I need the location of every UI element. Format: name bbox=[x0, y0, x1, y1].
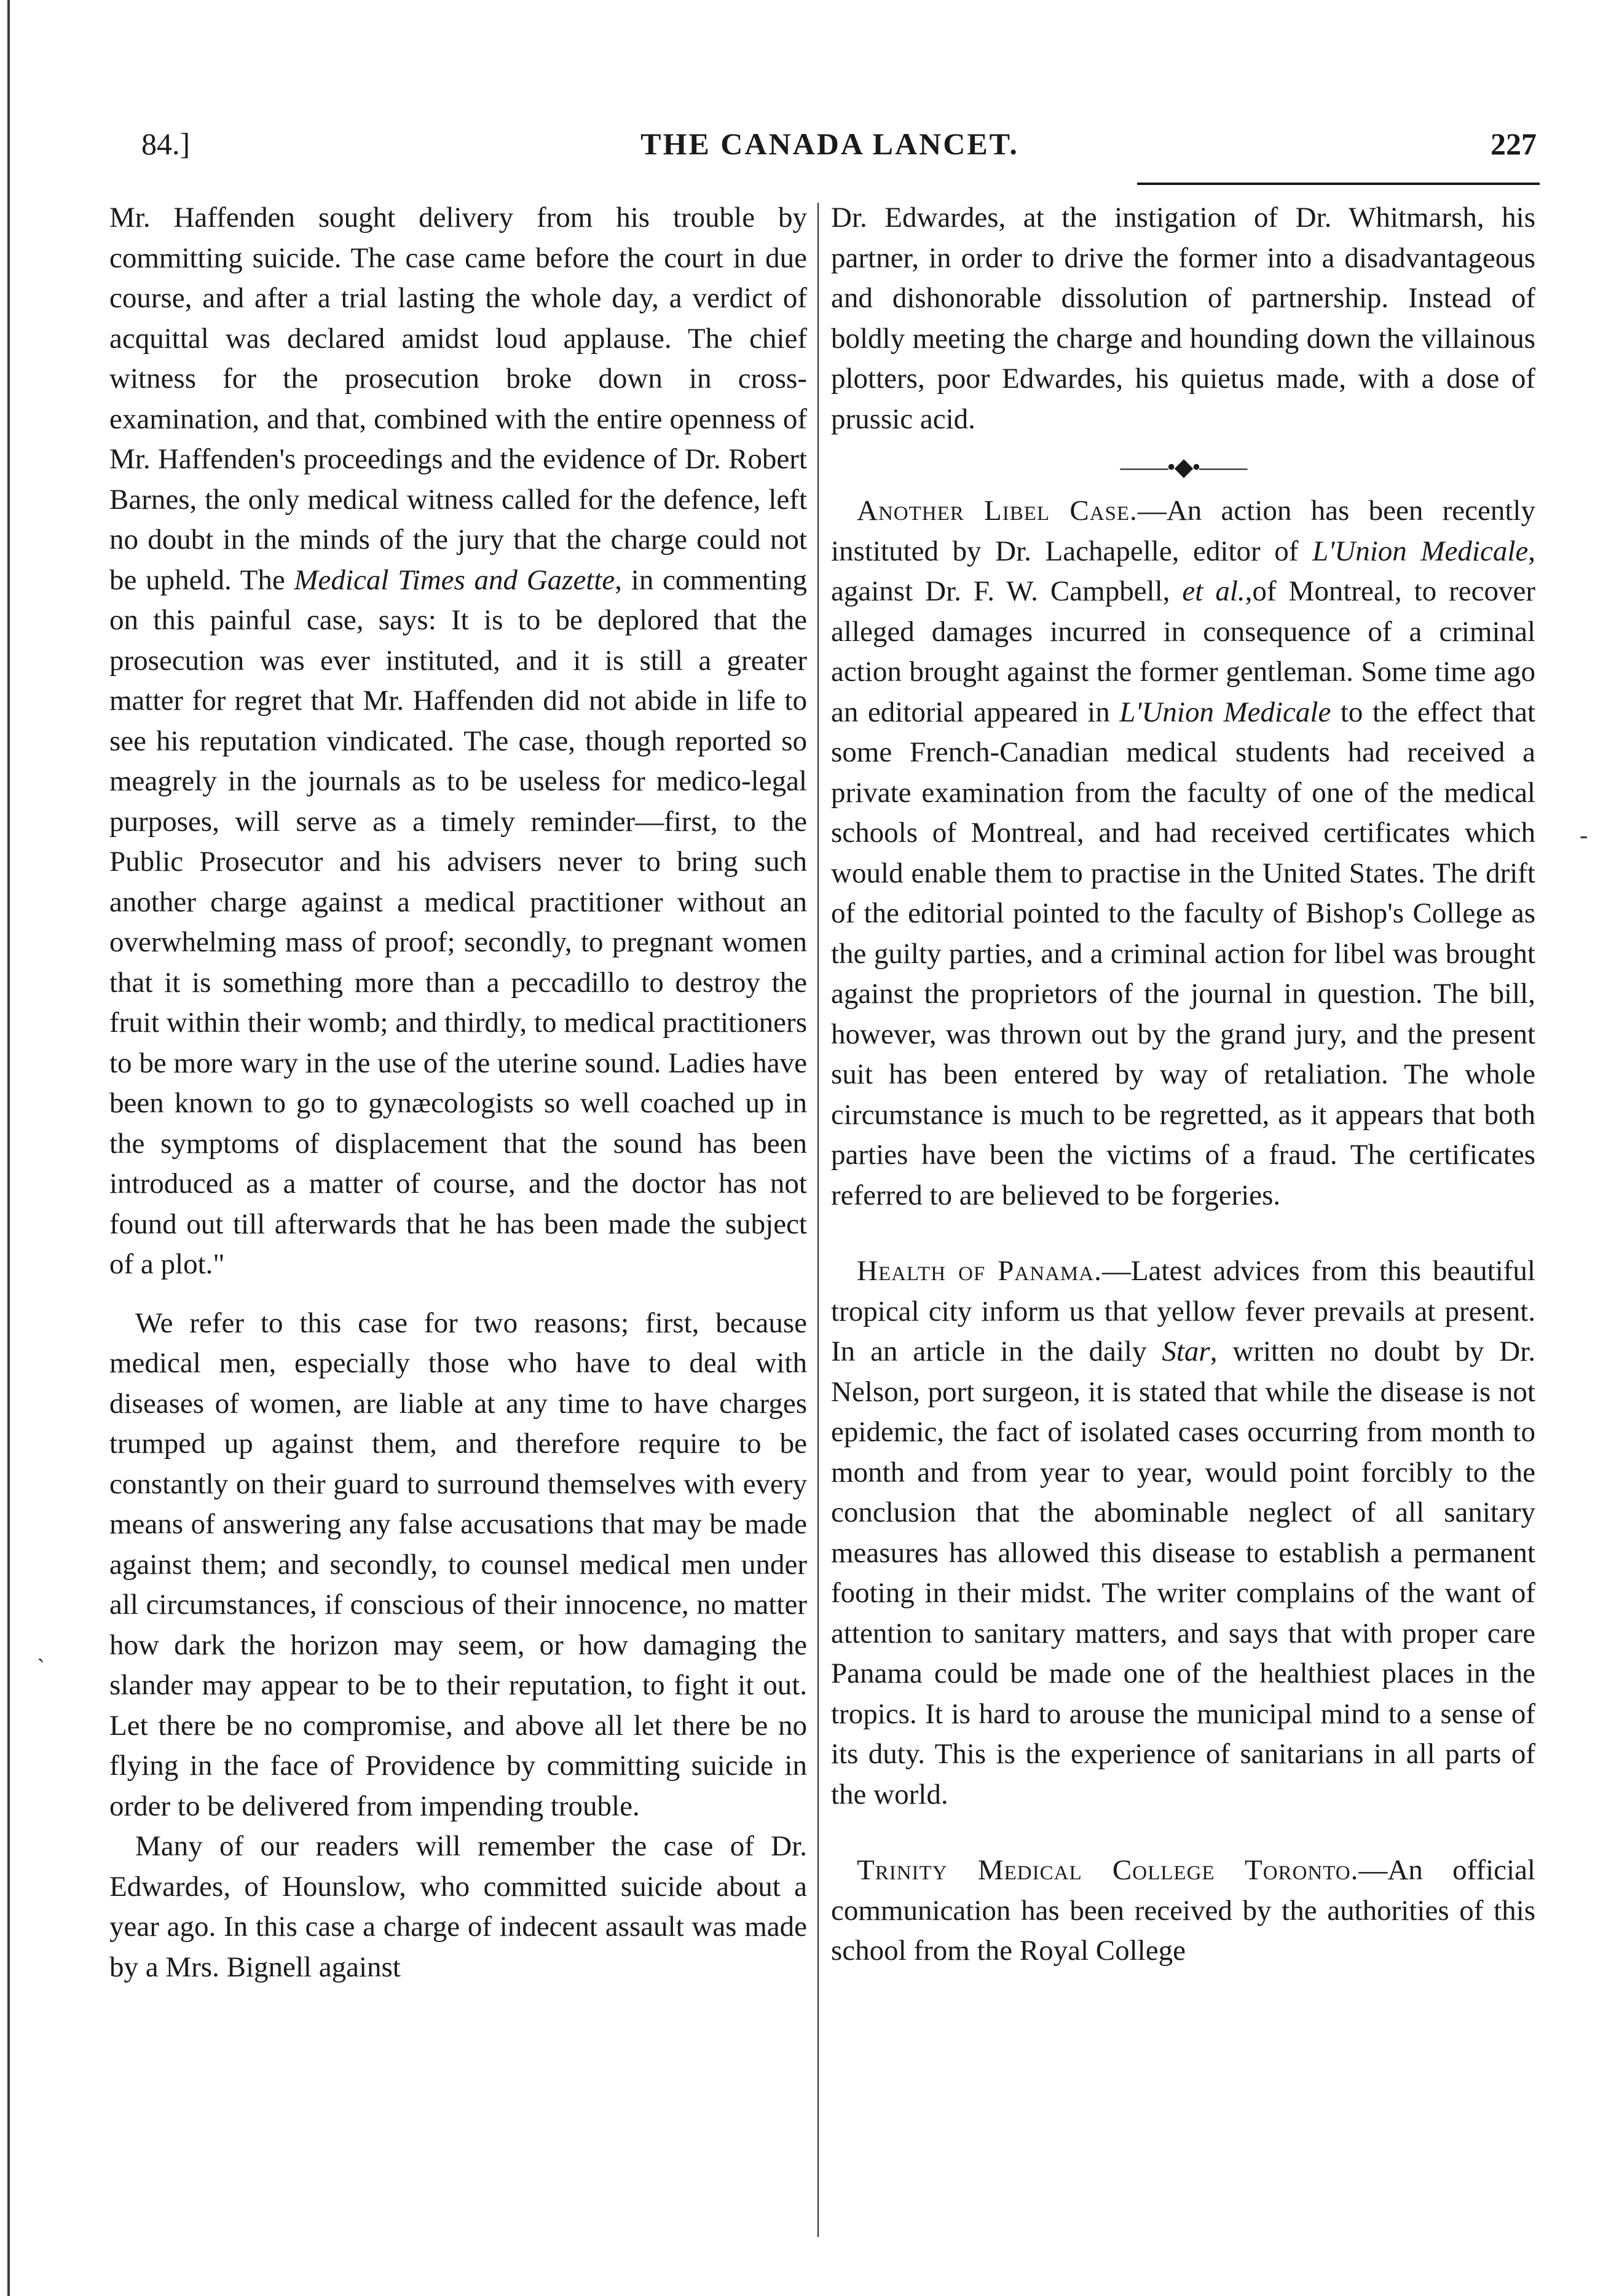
article-trinity-medical-college bbox=[831, 1850, 1535, 1972]
header-rule bbox=[1137, 183, 1540, 185]
article-health-of-panama bbox=[831, 1251, 1535, 1815]
text-run: , written no doubt by Dr. Nelson, port surgeon, it is stated that while the disease is not epidemic, the fact of isolated cases occurring from month to month and from year to year, would point forcibly to the conclusion that the abominable neglect of all sanitary measures has allowed this disease to establish a permanent footing in their midst. The writer complains of the want of attention to sanitary matters, and says that with proper care Panama could be made one of the healthiest places in the tropics. It is hard to arouse the municipal mind to a sense of its duty. This is the experience of sanitarians in all parts of the world. bbox=[831, 1335, 1536, 1810]
article-heading: Another Libel Case. bbox=[857, 495, 1138, 527]
italic-publication-title: Medical Times and Gazette bbox=[294, 564, 615, 596]
text-run: , in commenting on this painful case, says: It is to be deplored that the prosecution was ever instituted, and it is still a greater matter for regret that Mr. Haffenden did not abide in life to see his reputation vindicated. The case, though reported so meagrely in the journals as to be useless for medico-legal purposes, will serve as a timely reminder—first, to the Public Prosecutor and his advisers never to bring such another charge against a medical practitioner without an overwhelming mass of proof; secondly, to pregnant women that it is something more than a peccadillo to destroy the fruit within their womb; and thirdly, to medical practitioners to be more wary in the use of the uterine sound. Ladies have been known to go to gynæcologists so well coached up in the symptoms of displacement that the sound has been introduced as a matter of course, and the doctor has not found out till afterwards that he has been made the subject of a plot." bbox=[109, 564, 807, 1280]
text-run: ,of Montreal, to recover alleged damages incurred in consequence of a criminal action brought against the former gentleman. Some time ago an editorial appeared in bbox=[831, 575, 1536, 728]
italic-text: et al. bbox=[1182, 575, 1245, 607]
paragraph-edwardes-continued: Dr. Edwardes, at the instigation of Dr. Whitmarsh, his partner, in order to drive the former into a disadvantageous and dishonorable dissolution of partnership. Instead of boldly meeting the charge and hounding down the villainous plotters, poor Edwardes, his quietus made, with a dose of prussic acid. bbox=[831, 202, 1535, 435]
text-run: —An action has been recently instituted by Dr. Lachapelle, editor of bbox=[831, 495, 1535, 567]
text-run: , against Dr. F. W. Campbell, bbox=[831, 535, 1535, 607]
section-ornament: ——•◆•—— bbox=[1120, 453, 1247, 481]
margin-mark: ` bbox=[37, 1654, 45, 1681]
italic-publication-title: L'Union Medicale bbox=[1119, 696, 1331, 728]
right-column bbox=[831, 198, 1535, 1972]
binding-edge-line bbox=[7, 0, 10, 2296]
article-heading: Trinity Medical College Toronto. bbox=[857, 1854, 1359, 1886]
page-number: 227 bbox=[1491, 127, 1537, 161]
italic-publication-title: L'Union Medicale bbox=[1312, 535, 1529, 567]
italic-publication-title: Star bbox=[1162, 1335, 1210, 1367]
text-run: —An official communication has been received by the authorities of this school from the Royal College bbox=[831, 1854, 1535, 1967]
article-heading: Health of Panama. bbox=[857, 1255, 1102, 1287]
paragraph-two-reasons: We refer to this case for two reasons; first, because medical men, especially those who have to deal with diseases of women, are liable at any time to have charges trumped up against them, and therefore require to be constantly on their guard to surround themselves with every means of answering any false accusations that may be made against them; and secondly, to counsel medical men under all circumstances, if conscious of their innocence, no matter how dark the horizon may seem, or how damaging the slander may appear to be to their reputation, to fight it out. Let there be no compromise, and above all let there be no flying in the face of Providence by committing suicide in order to be delivered from impending trouble. bbox=[109, 1307, 807, 1822]
margin-mark: - bbox=[1580, 821, 1588, 849]
paragraph-edwardes-case: Many of our readers will remember the case of Dr. Edwardes, of Hounslow, who committed suicide about a year ago. In this case a charge of indecent assault was made by a Mrs. Bignell against bbox=[109, 1830, 807, 1983]
article-another-libel-case bbox=[831, 491, 1535, 1216]
left-column bbox=[109, 198, 807, 1987]
text-run: Mr. Haffenden sought delivery from his trouble by committing suicide. The case came before the court in due course, and after a trial lasting the whole day, a verdict of acquittal was declared amidst loud applause. The chief witness for the prosecution broke down in cross-examination, and that, combined with the entire openness of Mr. Haffenden's proceedings and the evidence of Dr. Robert Barnes, the only medical witness called for the defence, left no doubt in the minds of the jury that the charge could not be upheld. The bbox=[109, 202, 807, 596]
paragraph-haffenden-case bbox=[109, 198, 807, 1285]
column-divider bbox=[817, 203, 819, 2237]
text-run: to the effect that some French-Canadian medical students had received a private examination from the faculty of one of the medical schools of Montreal, and had received certificates which would enable them to practise in the United States. The drift of the editorial pointed to the faculty of Bishop's College as the guilty parties, and a criminal action for libel was brought against the proprietors of the journal in question. The bill, however, was thrown out by the grand jury, and the present suit has been entered by way of retaliation. The whole circumstance is much to be regretted, as it appears that both parties have been the victims of a fraud. The certificates referred to are believed to be forgeries. bbox=[831, 696, 1535, 1211]
page-reference: 84.] bbox=[141, 127, 191, 161]
journal-title: THE CANADA LANCET. bbox=[640, 127, 1019, 161]
running-header bbox=[123, 126, 1537, 175]
text-run: —Latest advices from this beautiful tropical city inform us that yellow fever prevails at present. In an article in the daily bbox=[831, 1255, 1535, 1367]
